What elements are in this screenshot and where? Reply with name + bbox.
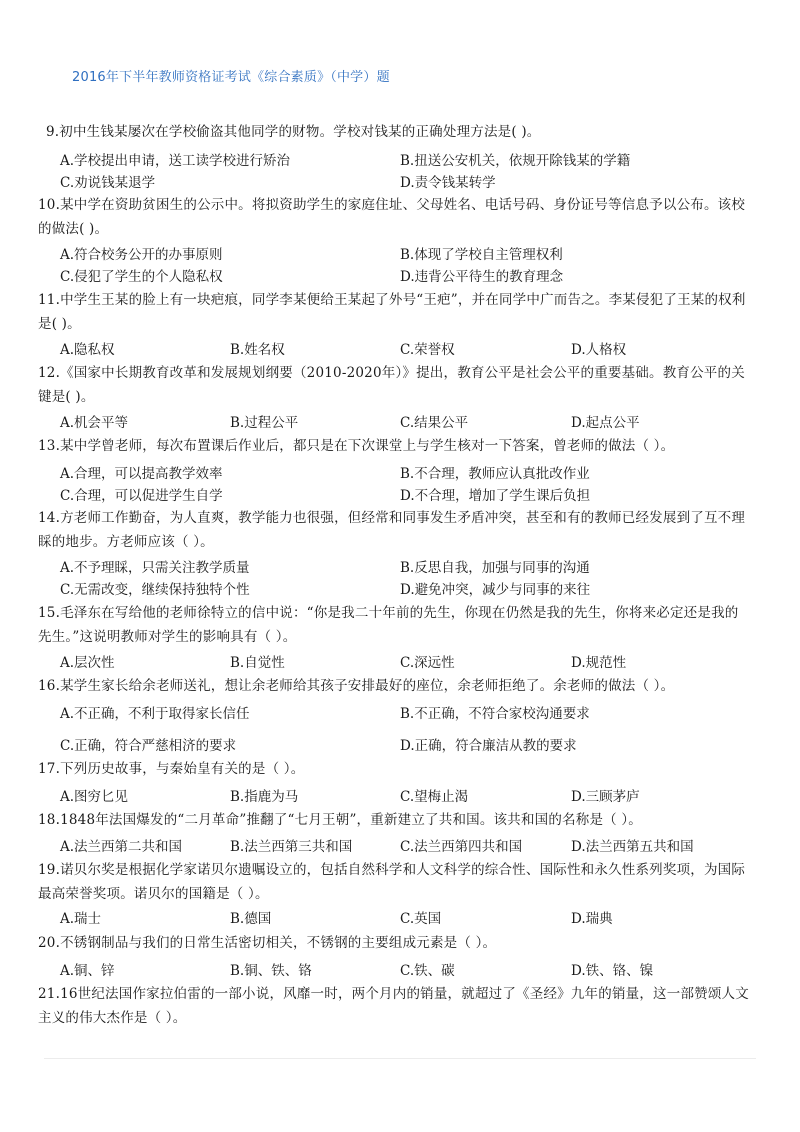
option-a[interactable]: A.隐私权 <box>60 342 115 358</box>
option-a[interactable]: A.符合校务公开的办事原则 <box>60 247 223 263</box>
option-d[interactable]: D.正确，符合廉洁从教的要求 <box>400 738 577 754</box>
question-11 <box>38 288 750 336</box>
option-b[interactable]: B.德国 <box>230 911 272 927</box>
question-text: 毛泽东在写给他的老师徐特立的信中说：“你是我二十年前的先生，你现在仍然是我的先生，你将来必定还是我的先生。”这说明教师对学生的影响具有（ ）。 <box>38 605 739 645</box>
question-15 <box>38 601 750 649</box>
question-text: 某中学在资助贫困生的公示中。将拟资助学生的家庭住址、父母姓名、电话号码、身份证号等信息予以公布。该校的做法( )。 <box>38 197 746 237</box>
question-text: 某中学曾老师，每次布置课后作业后，都只是在下次课堂上与学生核对一下答案，曾老师的做法（ ）。 <box>60 438 675 454</box>
option-c[interactable]: C.荣誉权 <box>400 342 455 358</box>
option-b[interactable]: B.法兰西第三共和国 <box>230 839 353 855</box>
option-a[interactable]: A.不正确，不利于取得家长信任 <box>60 706 250 722</box>
option-b[interactable]: B.扭送公安机关，依规开除钱某的学籍 <box>400 153 631 169</box>
option-b[interactable]: B.铜、铁、铬 <box>230 963 312 979</box>
question-number: 14. <box>38 510 61 526</box>
question-text: 初中生钱某屡次在学校偷盗其他同学的财物。学校对钱某的正确处理方法是( )。 <box>59 124 541 140</box>
option-b[interactable]: B.自觉性 <box>230 655 285 671</box>
option-c[interactable]: C.侵犯了学生的个人隐私权 <box>60 269 223 285</box>
option-a[interactable]: A.法兰西第二共和国 <box>60 839 183 855</box>
option-a[interactable]: A.图穷匕见 <box>60 789 129 805</box>
question-number: 19. <box>38 862 61 878</box>
question-number: 20. <box>38 935 61 951</box>
option-c[interactable]: C.劝说钱某退学 <box>60 175 156 191</box>
question-number: 9. <box>46 124 60 140</box>
question-13 <box>38 434 750 458</box>
option-d[interactable]: D.责令钱某转学 <box>400 175 496 191</box>
option-c[interactable]: C.合理，可以促进学生自学 <box>60 488 223 504</box>
option-d[interactable]: D.违背公平待生的教育理念 <box>400 269 564 285</box>
option-c[interactable]: C.正确，符合严慈相济的要求 <box>60 738 237 754</box>
option-b[interactable]: B.反思自我，加强与同事的沟通 <box>400 560 590 576</box>
question-19 <box>38 858 750 906</box>
question-number: 16. <box>38 678 61 694</box>
option-d[interactable]: D.铁、铬、镍 <box>571 963 654 979</box>
option-a[interactable]: A.合理，可以提高教学效率 <box>60 466 223 482</box>
option-a[interactable]: A.学校提出申请，送工读学校进行矫治 <box>60 153 291 169</box>
option-b[interactable]: B.指鹿为马 <box>230 789 299 805</box>
question-text: 《国家中长期教育改革和发展规划纲要（2010-2020年）》提出，教育公平是社会公平的重要基础。教育公平的关键是( )。 <box>38 365 745 405</box>
question-text: 16世纪法国作家拉伯雷的一部小说，风靡一时，两个月内的销量，就超过了《圣经》九年的销量，这一部赞颂人文主义的伟大杰作是（ ）。 <box>38 986 749 1026</box>
question-number: 21. <box>38 986 61 1002</box>
question-number: 13. <box>38 438 61 454</box>
option-a[interactable]: A.层次性 <box>60 655 115 671</box>
question-17 <box>38 757 750 781</box>
option-d[interactable]: D.法兰西第五共和国 <box>571 839 694 855</box>
question-text: 方老师工作勤奋，为人直爽，教学能力也很强，但经常和同事发生矛盾冲突，甚至和有的教师已经发展到了互不理睬的地步。方老师应该（ ）。 <box>38 510 746 550</box>
option-c[interactable]: C.英国 <box>400 911 442 927</box>
option-d[interactable]: D.三顾茅庐 <box>571 789 640 805</box>
option-d[interactable]: D.瑞典 <box>571 911 613 927</box>
question-10 <box>38 193 750 241</box>
question-18 <box>38 808 750 832</box>
option-d[interactable]: D.规范性 <box>571 655 627 671</box>
question-number: 17. <box>38 761 61 777</box>
question-9 <box>38 120 750 144</box>
option-c[interactable]: C.铁、碳 <box>400 963 455 979</box>
question-16 <box>38 674 750 698</box>
question-text: 某学生家长给余老师送礼，想让余老师给其孩子安排最好的座位，余老师拒绝了。余老师的做法（ ）。 <box>60 678 675 694</box>
option-c[interactable]: C.结果公平 <box>400 415 469 431</box>
option-a[interactable]: A.不予理睬，只需关注教学质量 <box>60 560 250 576</box>
question-text: 下列历史故事，与秦始皇有关的是（ ）。 <box>60 761 305 777</box>
option-a[interactable]: A.机会平等 <box>60 415 129 431</box>
question-text: 诺贝尔奖是根据化学家诺贝尔遗嘱设立的，包括自然科学和人文科学的综合性、国际性和永久性系列奖项，为国际最高荣誉奖项。诺贝尔的国籍是（ ）。 <box>38 862 746 902</box>
option-a[interactable]: A.瑞士 <box>60 911 102 927</box>
option-b[interactable]: B.不正确，不符合家校沟通要求 <box>400 706 590 722</box>
question-number: 12. <box>38 365 61 381</box>
question-20 <box>38 931 750 955</box>
option-c[interactable]: C.望梅止渴 <box>400 789 469 805</box>
option-c[interactable]: C.深远性 <box>400 655 455 671</box>
question-text: 不锈钢制品与我们的日常生活密切相关，不锈钢的主要组成元素是（ ）。 <box>60 935 497 951</box>
document-title: 2016年下半年教师资格证考试《综合素质》（中学）题 <box>72 70 390 85</box>
question-number: 15. <box>38 605 61 621</box>
option-c[interactable]: C.无需改变，继续保持独特个性 <box>60 582 250 598</box>
option-b[interactable]: B.过程公平 <box>230 415 299 431</box>
question-21 <box>38 982 750 1030</box>
question-12 <box>38 361 750 409</box>
option-a[interactable]: A.铜、锌 <box>60 963 115 979</box>
footer-divider <box>44 1058 756 1059</box>
option-b[interactable]: B.不合理，教师应认真批改作业 <box>400 466 590 482</box>
option-d[interactable]: D.不合理，增加了学生课后负担 <box>400 488 591 504</box>
option-d[interactable]: D.避免冲突，减少与同事的来往 <box>400 582 591 598</box>
option-b[interactable]: B.体现了学校自主管理权利 <box>400 247 563 263</box>
option-b[interactable]: B.姓名权 <box>230 342 285 358</box>
question-text: 中学生王某的脸上有一块疤痕，同学李某便给王某起了外号“王疤”，并在同学中广而告之。李某侵犯了王某的权利是( )。 <box>38 292 746 332</box>
question-number: 10. <box>38 197 61 213</box>
question-number: 11. <box>38 292 61 308</box>
question-text: 1848年法国爆发的“二月革命”推翻了“七月王朝”，重新建立了共和国。该共和国的名称是（ ）。 <box>60 812 642 828</box>
question-number: 18. <box>38 812 61 828</box>
option-c[interactable]: C.法兰西第四共和国 <box>400 839 523 855</box>
option-d[interactable]: D.起点公平 <box>571 415 640 431</box>
option-d[interactable]: D.人格权 <box>571 342 627 358</box>
question-14 <box>38 506 750 554</box>
